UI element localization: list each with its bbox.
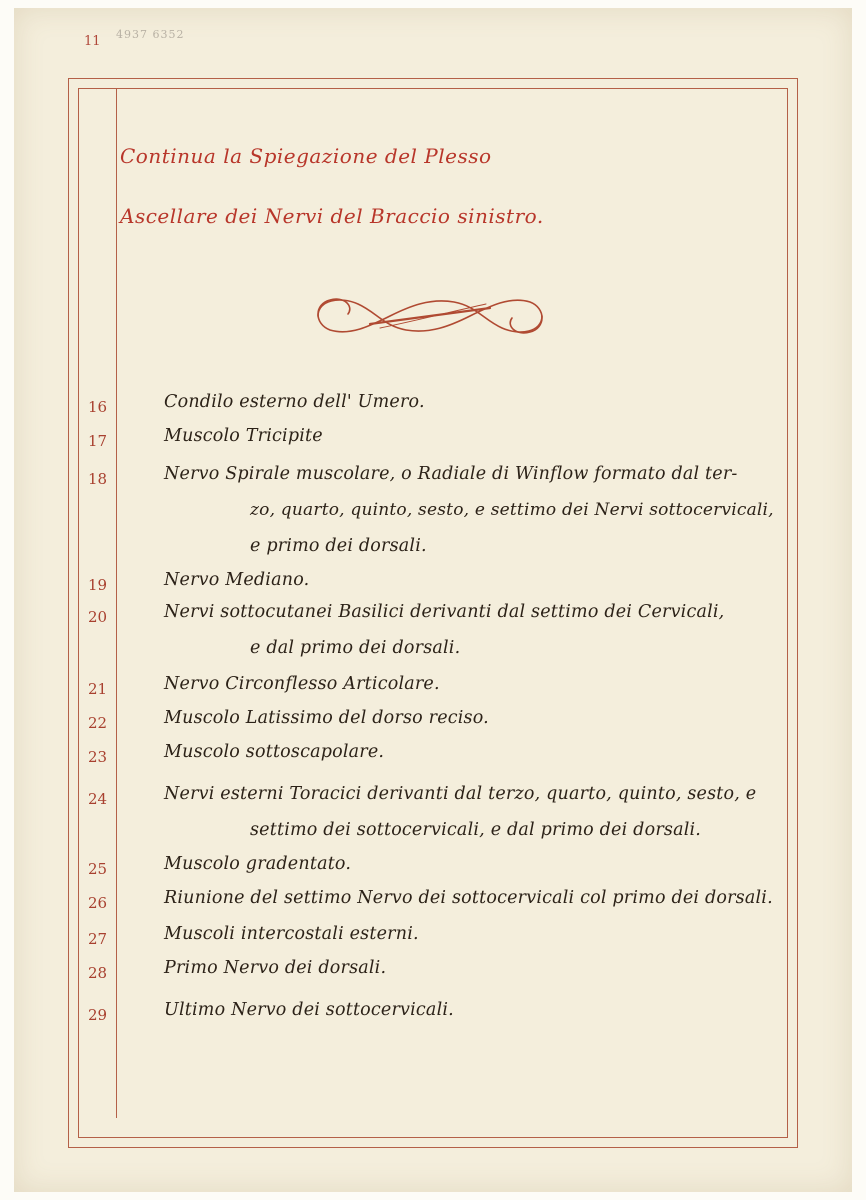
- entry-text-continuation: e primo dei dorsali.: [250, 536, 427, 556]
- entry-text: Muscoli intercostali esterni.: [164, 924, 419, 944]
- entry-text: Muscolo sottoscapolare.: [164, 742, 385, 762]
- entry-text: Muscolo Tricipite: [164, 426, 323, 446]
- entry-text: Muscolo Latissimo del dorso reciso.: [164, 708, 489, 728]
- entry-text: Nervi sottocutanei Basilici derivanti dal settimo dei Cervicali,: [164, 602, 725, 622]
- entry-text: Muscolo gradentato.: [164, 854, 352, 874]
- margin-rule: [116, 88, 117, 1118]
- entry-text: Nervo Spirale muscolare, o Radiale di Winflow formato dal ter-: [164, 464, 738, 484]
- entry-number: 24: [88, 790, 108, 808]
- entry-number: 25: [88, 860, 108, 878]
- pencil-inventory-mark: 4937 6352: [116, 28, 185, 41]
- entry-text-continuation: e dal primo dei dorsali.: [250, 638, 461, 658]
- entry-number: 18: [88, 470, 108, 488]
- entry-number: 19: [88, 576, 108, 594]
- page-title: [120, 126, 790, 246]
- folio-number: 11: [84, 34, 101, 49]
- title-line-1: Continua la Spiegazione del Plesso: [120, 144, 492, 168]
- entry-text-continuation: settimo dei sottocervicali, e dal primo dei dorsali.: [250, 820, 702, 840]
- entry-text: Ultimo Nervo dei sottocervicali.: [164, 1000, 454, 1020]
- entry-number: 21: [88, 680, 108, 698]
- entry-text: Nervo Circonflesso Articolare.: [164, 674, 440, 694]
- entry-text: Nervi esterni Toracici derivanti dal terzo, quarto, quinto, sesto, e: [164, 784, 757, 804]
- entry-text: Nervo Mediano.: [164, 570, 310, 590]
- entry-text-continuation: zo, quarto, quinto, sesto, e settimo dei Nervi sottocervicali,: [250, 500, 774, 520]
- entry-number: 29: [88, 1006, 108, 1024]
- entry-number: 28: [88, 964, 108, 982]
- entry-text: Condilo esterno dell' Umero.: [164, 392, 425, 412]
- entry-number: 16: [88, 398, 108, 416]
- entry-text: Primo Nervo dei dorsali.: [164, 958, 387, 978]
- title-line-2: Ascellare dei Nervi del Braccio sinistro.: [120, 204, 544, 228]
- entry-number: 22: [88, 714, 108, 732]
- entry-number: 17: [88, 432, 108, 450]
- entry-number: 27: [88, 930, 108, 948]
- entry-number: 26: [88, 894, 108, 912]
- entry-number: 23: [88, 748, 108, 766]
- calligraphic-flourish-ornament: [310, 286, 550, 346]
- entry-number: 20: [88, 608, 108, 626]
- entry-text: Riunione del settimo Nervo dei sottocervicali col primo dei dorsali.: [164, 888, 773, 908]
